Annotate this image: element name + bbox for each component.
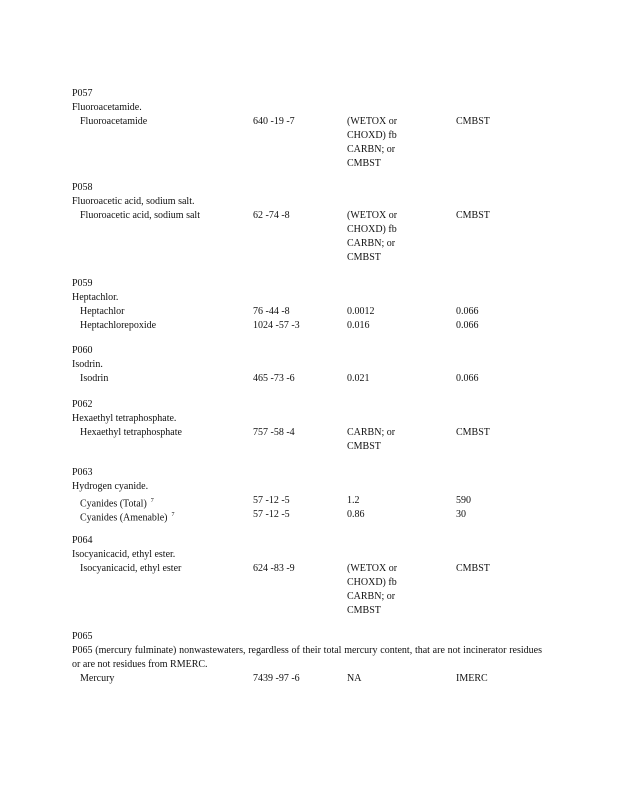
nonwastewater-standard: CMBST	[456, 210, 490, 221]
cas-number: 1024 -57 -3	[253, 320, 300, 331]
standard-line: CARBN; or	[347, 591, 396, 602]
waste-entry-p064	[72, 534, 542, 618]
waste-entry-p065	[72, 630, 542, 686]
wastewater-standard: NA	[347, 673, 362, 684]
nonwastewater-standard: 0.066	[456, 373, 479, 384]
waste-entry-p059	[72, 277, 542, 333]
waste-title: Isocyanicacid, ethyl ester.	[72, 549, 176, 560]
constituent-row	[72, 372, 542, 386]
standard-line: (WETOX or	[347, 116, 398, 127]
constituent-label: Cyanides (Amenable)	[80, 512, 168, 524]
footnote-marker: 7	[150, 498, 154, 504]
waste-title: Isodrin.	[72, 359, 103, 370]
waste-code: P063	[72, 467, 93, 478]
waste-title: Hexaethyl tetraphosphate.	[72, 413, 177, 424]
waste-code: P064	[72, 535, 93, 546]
waste-entry-p062	[72, 398, 542, 454]
constituent-row	[72, 672, 542, 686]
wastewater-standard	[347, 209, 397, 265]
constituent-row	[72, 305, 542, 319]
cas-number: 624 -83 -9	[253, 563, 295, 574]
waste-code: P062	[72, 399, 93, 410]
waste-code: P058	[72, 182, 93, 193]
waste-entry-p057	[72, 87, 542, 171]
wastewater-standard: 0.016	[347, 320, 370, 331]
nonwastewater-standard: IMERC	[456, 673, 488, 684]
constituent-name: Heptachlorepoxide	[80, 320, 157, 331]
waste-title: Hydrogen cyanide.	[72, 481, 149, 492]
constituent-label: Cyanides (Total)	[80, 498, 147, 510]
standard-line: CARBN; or	[347, 427, 396, 438]
wastewater-standard	[347, 562, 397, 618]
waste-title: Fluoroacetamide.	[72, 102, 142, 113]
wastewater-standard: 0.021	[347, 373, 370, 384]
standard-line: CMBST	[347, 441, 381, 452]
wastewater-standard: 0.86	[347, 509, 365, 520]
nonwastewater-standard: CMBST	[456, 116, 490, 127]
constituent-name: Hexaethyl tetraphosphate	[80, 427, 182, 438]
standard-line: CARBN; or	[347, 238, 396, 249]
standard-line: CARBN; or	[347, 144, 396, 155]
nonwastewater-standard: 590	[456, 495, 471, 506]
cas-number: 640 -19 -7	[253, 116, 295, 127]
waste-code: P060	[72, 345, 93, 356]
cas-number: 57 -12 -5	[253, 495, 290, 506]
wastewater-standard	[347, 115, 397, 171]
waste-entry-p060	[72, 344, 542, 386]
constituent-row	[72, 319, 542, 333]
constituent-name: Mercury	[80, 673, 115, 684]
nonwastewater-standard: CMBST	[456, 563, 490, 574]
waste-title: Fluoroacetic acid, sodium salt.	[72, 196, 195, 207]
footnote-marker: 7	[171, 512, 175, 518]
constituent-name	[80, 508, 174, 525]
waste-description: P065 (mercury fulminate) nonwastewaters, regardless of their total mercury content, that are not incinerator residues or are not residues from RMERC.	[72, 645, 542, 670]
cas-number: 76 -44 -8	[253, 306, 290, 317]
cas-number: 57 -12 -5	[253, 509, 290, 520]
waste-entry-p058	[72, 181, 542, 265]
constituent-row	[72, 115, 542, 171]
wastewater-standard	[347, 426, 395, 454]
waste-title: Heptachlor.	[72, 292, 119, 303]
wastewater-standard: 1.2	[347, 495, 360, 506]
nonwastewater-standard: 30	[456, 509, 466, 520]
constituent-name: Isocyanicacid, ethyl ester	[80, 563, 182, 574]
constituent-name: Fluoroacetic acid, sodium salt	[80, 210, 200, 221]
constituent-row	[72, 209, 542, 265]
wastewater-standard: 0.0012	[347, 306, 375, 317]
standard-line: CHOXD) fb	[347, 224, 397, 235]
nonwastewater-standard: 0.066	[456, 320, 479, 331]
standard-line: CMBST	[347, 158, 381, 169]
constituent-row	[72, 562, 542, 618]
cas-number: 62 -74 -8	[253, 210, 290, 221]
cas-number: 757 -58 -4	[253, 427, 295, 438]
waste-code: P059	[72, 278, 93, 289]
standard-line: (WETOX or	[347, 563, 398, 574]
constituent-row	[72, 494, 542, 508]
standard-line: CMBST	[347, 252, 381, 263]
standard-line: CHOXD) fb	[347, 130, 397, 141]
constituent-name: Isodrin	[80, 373, 109, 384]
cas-number: 7439 -97 -6	[253, 673, 300, 684]
constituent-name: Heptachlor	[80, 306, 125, 317]
waste-entry-p063	[72, 466, 542, 522]
waste-code: P065	[72, 631, 93, 642]
standard-line: CMBST	[347, 605, 381, 616]
constituent-row	[72, 508, 542, 522]
nonwastewater-standard: CMBST	[456, 427, 490, 438]
constituent-row	[72, 426, 542, 454]
constituent-name: Fluoroacetamide	[80, 116, 148, 127]
waste-code: P057	[72, 88, 93, 99]
nonwastewater-standard: 0.066	[456, 306, 479, 317]
cas-number: 465 -73 -6	[253, 373, 295, 384]
standard-line: (WETOX or	[347, 210, 398, 221]
standard-line: CHOXD) fb	[347, 577, 397, 588]
